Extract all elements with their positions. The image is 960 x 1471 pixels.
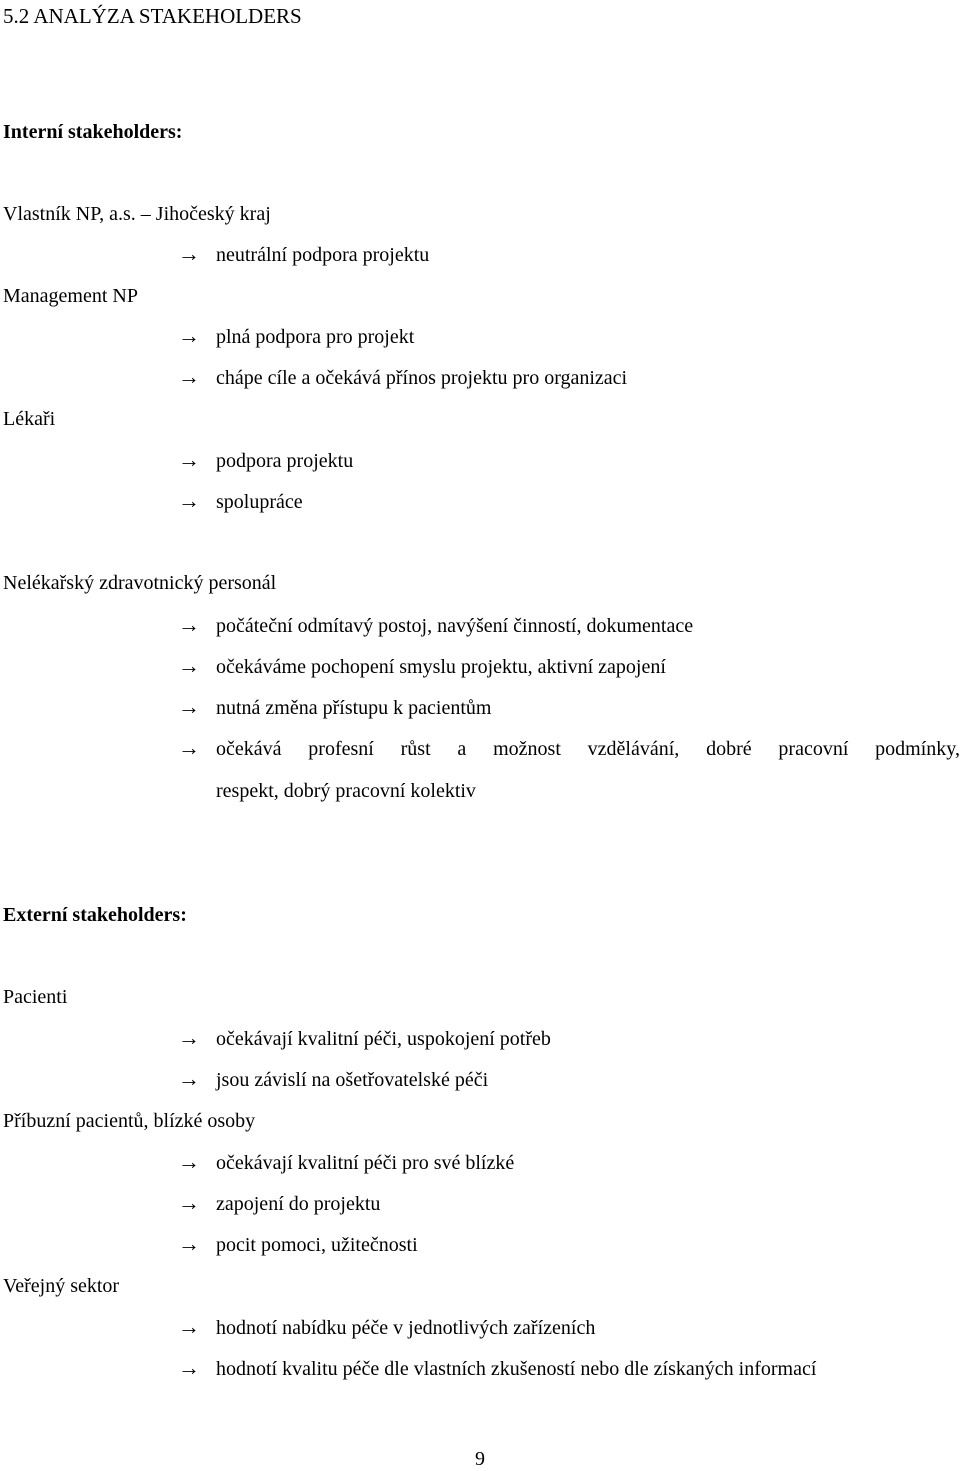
external-stakeholders-title: Externí stakeholders: [3,904,187,926]
arrow-icon: → [178,1355,200,1380]
nonmedical-item-justified [216,739,958,759]
relatives-item: zapojení do projektu [216,1193,381,1215]
stakeholder-patients: Pacienti [3,986,68,1008]
nonmedical-item-text: očekává profesní růst a možnost vzdělávání, dobré pracovní podmínky, [216,738,960,760]
arrow-icon: → [178,1066,200,1091]
arrow-icon: → [178,735,200,760]
doctors-item: spolupráce [216,491,303,513]
relatives-item: pocit pomoci, užitečnosti [216,1234,418,1256]
arrow-icon: → [178,364,200,389]
stakeholder-doctors: Lékaři [3,408,56,430]
page-number: 9 [475,1448,485,1470]
arrow-icon: → [178,653,200,678]
nonmedical-item: očekáváme pochopení smyslu projektu, aktivní zapojení [216,656,666,678]
arrow-icon: → [178,1190,200,1215]
arrow-icon: → [178,1149,200,1174]
arrow-icon: → [178,1231,200,1256]
stakeholder-relatives: Příbuzní pacientů, blízké osoby [3,1110,256,1132]
arrow-icon: → [178,1025,200,1050]
relatives-item: očekávají kvalitní péči pro své blízké [216,1152,515,1174]
nonmedical-item: počáteční odmítavý postoj, navýšení činností, dokumentace [216,615,694,637]
arrow-icon: → [178,447,200,472]
internal-stakeholders-title: Interní stakeholders: [3,121,183,143]
management-item: plná podpora pro projekt [216,326,415,348]
arrow-icon: → [178,694,200,719]
doctors-item: podpora projektu [216,450,354,472]
arrow-icon: → [178,323,200,348]
public-item: hodnotí nabídku péče v jednotlivých zařízeních [216,1317,596,1339]
stakeholder-public-sector: Veřejný sektor [3,1275,120,1297]
section-heading: 5.2 ANALÝZA STAKEHOLDERS [3,4,302,28]
patients-item: jsou závislí na ošetřovatelské péči [216,1069,489,1091]
arrow-icon: → [178,1314,200,1339]
arrow-icon: → [178,612,200,637]
stakeholder-owner: Vlastník NP, a.s. – Jihočeský kraj [3,203,271,225]
owner-item: neutrální podpora projektu [216,244,430,266]
nonmedical-item: nutná změna přístupu k pacientům [216,697,492,719]
arrow-icon: → [178,241,200,266]
public-item: hodnotí kvalitu péče dle vlastních zkušeností nebo dle získaných informací [216,1358,817,1380]
nonmedical-item-continued: respekt, dobrý pracovní kolektiv [216,780,476,802]
patients-item: očekávají kvalitní péči, uspokojení potřeb [216,1028,551,1050]
stakeholder-management: Management NP [3,285,138,307]
management-item: chápe cíle a očekává přínos projektu pro organizaci [216,367,628,389]
stakeholder-nonmedical: Nelékařský zdravotnický personál [3,572,277,594]
arrow-icon: → [178,488,200,513]
